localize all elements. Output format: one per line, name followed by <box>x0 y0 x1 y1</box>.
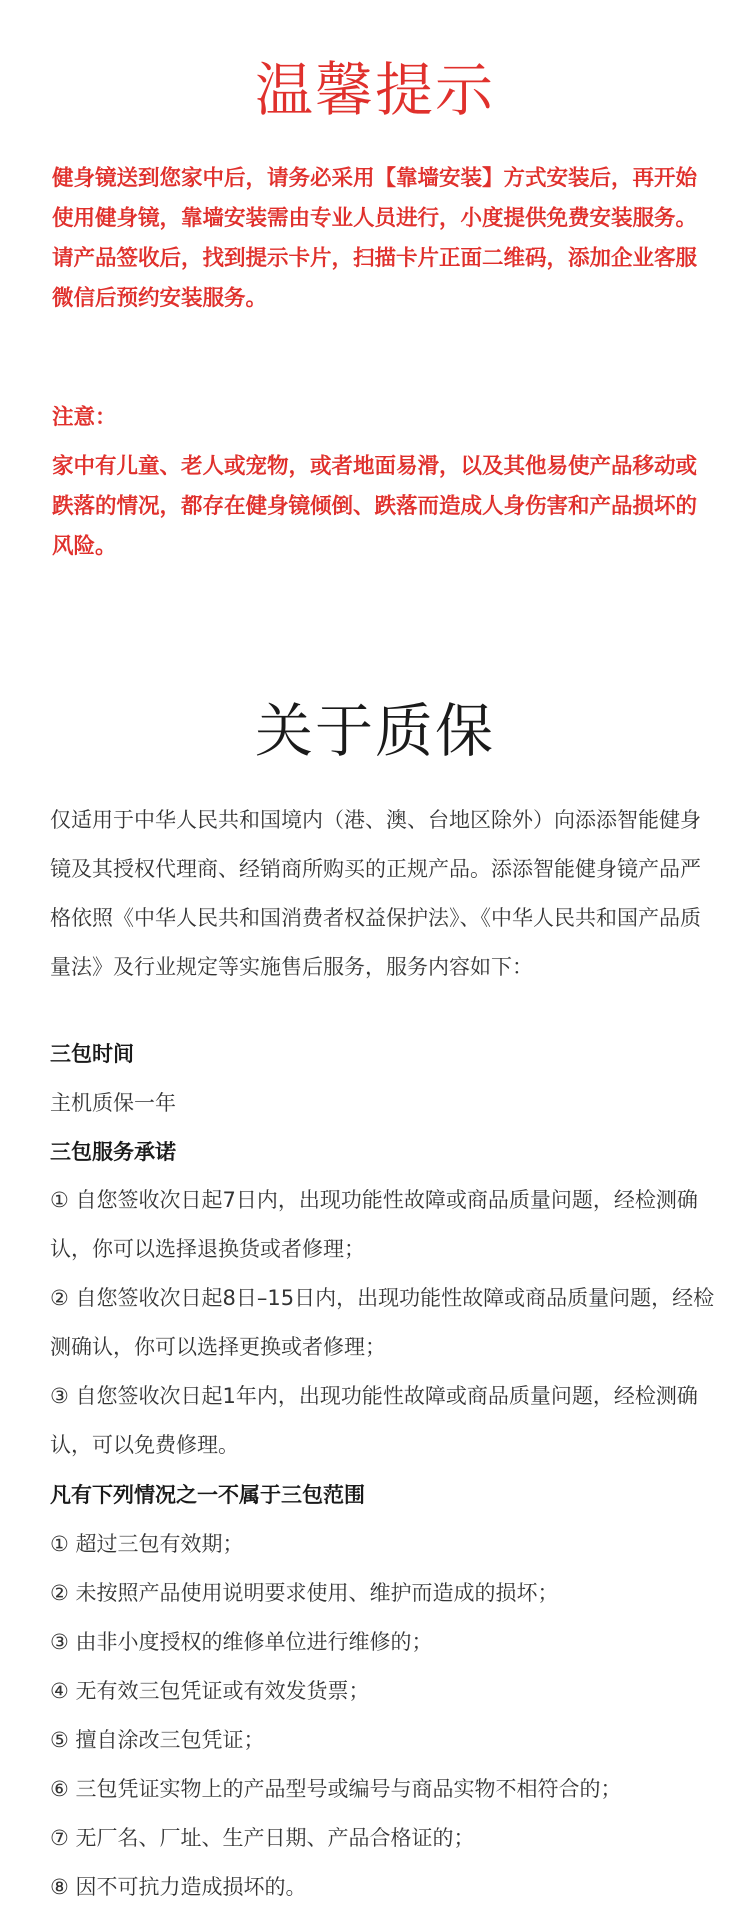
warranty-promise-heading: 三包服务承诺 <box>50 1140 176 1164</box>
warranty-exclusion-item: ⑦ 无厂名、厂址、生产日期、产品合格证的； <box>50 1826 475 1850</box>
warranty-exclusion-item: ⑧ 因不可抗力造成损坏的。 <box>50 1875 307 1899</box>
warranty-exclusion-item: ① 超过三包有效期； <box>50 1532 244 1556</box>
warranty-exclusion-item: ⑥ 三包凭证实物上的产品型号或编号与商品实物不相符合的； <box>50 1777 622 1801</box>
notice-title: 温馨提示 <box>254 56 495 124</box>
warranty-exclusion-item: ④ 无有效三包凭证或有效发货票； <box>50 1679 370 1703</box>
warranty-promise-item: ① 自您签收次日起7日内，出现功能性故障或商品质量问题，经检测确认，你可以选择退换货或者修理； <box>50 1188 698 1261</box>
warranty-promise-item: ② 自您签收次日起8日–15日内，出现功能性故障或商品质量问题，经检测确认，你可以选择更换或者修理； <box>50 1286 715 1359</box>
warranty-promise-item: ③ 自您签收次日起1年内，出现功能性故障或商品质量问题，经检测确认，可以免费修理。 <box>50 1384 698 1457</box>
warranty-period-text: 主机质保一年 <box>50 1091 176 1115</box>
warranty-exclusion-item: ② 未按照产品使用说明要求使用、维护而造成的损坏； <box>50 1581 559 1605</box>
warranty-period-heading: 三包时间 <box>50 1042 134 1066</box>
warranty-exclusion-heading: 凡有下列情况之一不属于三包范围 <box>50 1483 365 1507</box>
warranty-exclusion-item: ⑤ 擅自涂改三包凭证； <box>50 1728 265 1752</box>
warranty-exclusion-item: ③ 由非小度授权的维修单位进行维修的； <box>50 1630 433 1654</box>
notice-installation-paragraph: 健身镜送到您家中后，请务必采用【靠墙安装】方式安装后，再开始使用健身镜，靠墙安装需由专业人员进行，小度提供免费安装服务。请产品签收后，找到提示卡片，扫描卡片正面二维码，添加企业客服微信后预约安装服务。 <box>52 166 698 311</box>
warranty-intro: 仅适用于中华人民共和国境内（港、澳、台地区除外）向添添智能健身镜及其授权代理商、经销商所购买的正规产品。添添智能健身镜产品严格依照《中华人民共和国消费者权益保护法》、《中华人民共和国产品质量法》及行业规定等实施售后服务，服务内容如下： <box>50 808 701 979</box>
notice-attention-label: 注意： <box>52 405 117 430</box>
notice-risk-paragraph: 家中有儿童、老人或宠物，或者地面易滑，以及其他易使产品移动或跌落的情况，都存在健身镜倾倒、跌落而造成人身伤害和产品损坏的风险。 <box>52 454 698 559</box>
warranty-title: 关于质保 <box>254 697 495 765</box>
